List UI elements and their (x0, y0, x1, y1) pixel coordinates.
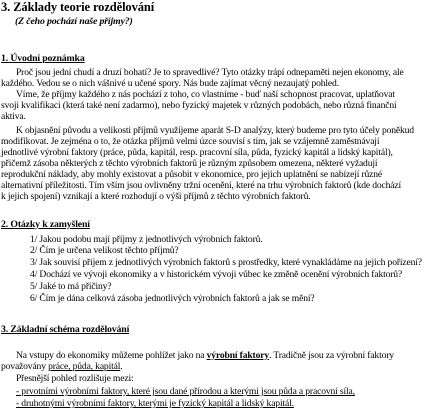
paragraph-line: alternativní příležitosti. Tím vším jsou ovlivněny tržní ocenění, které na trhu výrobních faktorů (kde dochází (1, 180, 402, 191)
section-heading-questions: 2. Otázky k zamyšlení (1, 219, 90, 230)
paragraph-text: Na vstupy do ekonomiky můžeme pohlížet jako na (16, 350, 207, 361)
question-item: 6/ Čím je dána celková zásoba jednotlivých výrobních faktorů a jak se mění? (30, 293, 315, 304)
paragraph-line: svoji kvalifikaci (která také není zadarmo), nebo fyzický majetek v různých podobách, nebo různá finanční (1, 100, 397, 111)
paragraph-text: považovány (1, 361, 49, 372)
paragraph-line: reprodukční náklady, aby mohly existovat a působit v ekonomice, pro jejich uplatnění se nabízejí různé (1, 169, 383, 180)
question-item: 1/ Jakou podobu mají příjmy z jednotlivých výrobních faktorů. (30, 234, 263, 245)
section-heading-scheme: 3. Základní schéma rozdělování (1, 324, 130, 335)
underlined-factors: práce, půda, kapitál (48, 361, 121, 372)
list-item-primary-factors: - prvotními výrobními faktory, které jsou dané přírodou a kterými jsou půda a pracovní síla, (16, 386, 355, 397)
question-item: 5/ Jaké to má příčiny? (30, 281, 112, 292)
paragraph-line: aktiva. (1, 111, 26, 122)
paragraph-line: jednotlivé výrobní faktory (práce, půda, kapitál, resp. pracovní síla, půda, fyzický kapitál a lidský kapitál), (1, 147, 393, 158)
paragraph-line: modifikovat. Je zejména o to, že otázka příjmů velmi úzce souvisí s tím, jak se vzájemně zaměstnávají (1, 136, 380, 147)
emphasis-production-factors: výrobní faktory (206, 350, 269, 361)
paragraph-line: přičemž zásoba některých z těchto výrobních faktorů je různým způsobem omezena, některé vyžadují (1, 158, 378, 169)
paragraph-line: každého. Vedou se o nich vášnivé u učené spory. Nás bude zajímat věcný nezaujatý pohled. (1, 78, 339, 89)
question-item: 4/ Dochází ve vývoji ekonomiky a v historickém vývoji vůbec ke změně ocenění výrobních faktorů? (30, 269, 403, 280)
list-item-secondary-factors: - druhotnými výrobními faktory, kterými je fyzický kapitál a lidský kapitál. (16, 398, 294, 409)
question-item: 2/ Čím je určena velikost těchto příjmů? (30, 245, 179, 256)
paragraph-line (16, 350, 394, 361)
chapter-subtitle: (Z čeho pochází naše příjmy?) (15, 16, 133, 27)
section-heading-intro: 1. Úvodní poznámka (1, 53, 85, 64)
question-item: 3/ Jak souvisí příjem z jednotlivých výrobních faktorů s prostředky, které vynakládáme na jejich pořízení? (30, 257, 422, 268)
paragraph-line: K objasnění původu a velikosti příjmů využijeme aparát S-D analýzy, který budeme pro tyto účely poněkud (16, 125, 414, 136)
paragraph-line: Přesnější pohled rozlišuje mezi: (16, 373, 134, 384)
paragraph-line: k jejich spojení) vznikají a které rozhodují o výši příjmů z těchto výrobních faktorů. (1, 191, 311, 202)
paragraph-text: . Tradičně jsou za výrobní faktory (269, 350, 394, 361)
chapter-title: 3. Základy teorie rozdělování (1, 0, 155, 14)
paragraph-line (1, 361, 122, 372)
paragraph-line: Víme, že příjmy každého z nás pochází z toho, co vlastníme - buď naší schopnost pracovat, uplatňovat (16, 89, 395, 100)
paragraph-line: Proč jsou jední chudí a druzí bohatí? Je to spravedlivé? Tyto otázky trápí odnepaměti nejen ekonomy, ale (16, 67, 404, 78)
paragraph-text: . (120, 361, 123, 372)
